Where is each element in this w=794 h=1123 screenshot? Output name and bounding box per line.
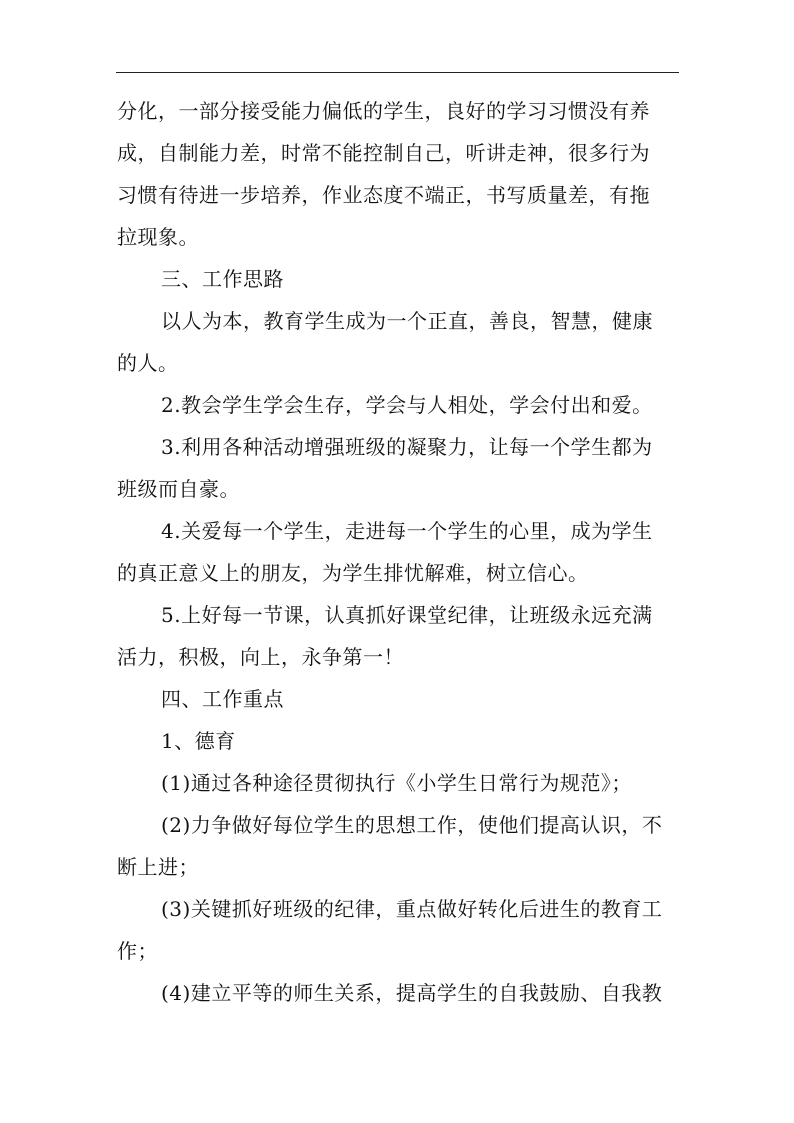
text-line: (1)通过各种途径贯彻执行《小学生日常行为规范》； — [161, 771, 632, 795]
text-line: 以人为本，教育学生成为一个正直，善良，智慧，健康 — [161, 309, 653, 333]
heading-text: 1、德育 — [161, 729, 236, 753]
text-line: (2)力争做好每位学生的思想工作，使他们提高认识，不 — [161, 813, 663, 837]
text-line: (4)建立平等的师生关系，提高学生的自我鼓励、自我教 — [161, 981, 663, 1005]
sub-item-4 — [117, 972, 679, 1014]
heading-text: 三、工作思路 — [161, 267, 284, 291]
paragraph-people-oriented — [117, 300, 679, 384]
header-rule — [116, 72, 679, 73]
text-line: 班级而自豪。 — [117, 477, 240, 501]
section-heading-work-focus — [117, 678, 679, 720]
text-line: 4.关爱每一个学生，走进每一个学生的心里，成为学生 — [161, 519, 653, 543]
text-line: 习惯有待进一步培养，作业态度不端正，书写质量差，有拖 — [117, 183, 650, 207]
list-item-3 — [117, 426, 679, 510]
paragraph-continuation — [117, 90, 679, 258]
list-item-4 — [117, 510, 679, 594]
text-line: 的真正意义上的朋友，为学生排忧解难，树立信心。 — [117, 561, 589, 585]
text-line: 拉现象。 — [117, 225, 199, 249]
text-line: 5.上好每一节课，认真抓好课堂纪律，让班级永远充满 — [161, 603, 653, 627]
text-line: 3.利用各种活动增强班级的凝聚力，让每一个学生都为 — [161, 435, 653, 459]
list-item-2 — [117, 384, 679, 426]
text-line: 作； — [117, 939, 158, 963]
document-body — [117, 90, 679, 1014]
heading-text: 四、工作重点 — [161, 687, 284, 711]
list-item-5 — [117, 594, 679, 678]
text-line: 2.教会学生学会生存，学会与人相处，学会付出和爱。 — [161, 393, 653, 417]
text-line: 成，自制能力差，时常不能控制自己，听讲走神，很多行为 — [117, 141, 650, 165]
sub-item-1 — [117, 762, 679, 804]
subheading-moral-education — [117, 720, 679, 762]
section-heading-work-approach — [117, 258, 679, 300]
text-line: 活力，积极，向上，永争第一！ — [117, 645, 404, 669]
sub-item-3 — [117, 888, 679, 972]
text-line: 断上进； — [117, 855, 199, 879]
sub-item-2 — [117, 804, 679, 888]
text-line: 的人。 — [117, 351, 179, 375]
text-line: 分化，一部分接受能力偏低的学生，良好的学习习惯没有养 — [117, 99, 650, 123]
text-line: (3)关键抓好班级的纪律，重点做好转化后进生的教育工 — [161, 897, 663, 921]
